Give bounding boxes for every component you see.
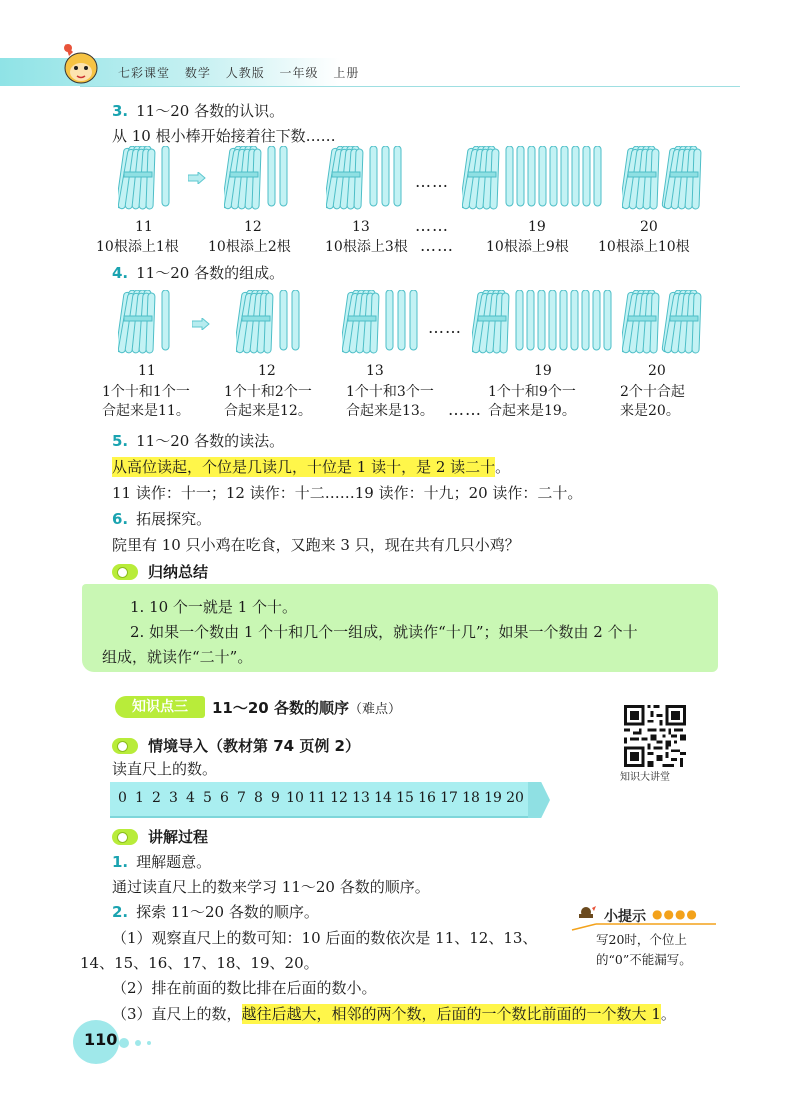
s3-caption-5: 10根添上10根 xyxy=(598,239,690,255)
qr-code-icon[interactable] xyxy=(624,705,686,767)
bundle-20 xyxy=(622,290,708,354)
p2-line xyxy=(112,902,319,922)
ruler-number: 1 xyxy=(135,790,144,806)
ruler-number: 8 xyxy=(254,790,263,806)
s3-caption-1: 10根添上1根 xyxy=(96,239,179,255)
s5-rule: 从高位读起，个位是几读几，十位是 1 读十，是 2 读二十 xyxy=(112,458,496,476)
s4-label-11: 11 xyxy=(138,363,156,379)
p3a-text: （1）观察直尺上的数可知：10 后面的数依次是 11、12、13、 xyxy=(112,929,538,947)
summary-tag-text: 归纳总结 xyxy=(148,563,209,581)
p1-num: 1. xyxy=(112,853,129,871)
kp3-title-line xyxy=(212,697,401,718)
s5-num: 5. xyxy=(112,432,129,450)
p3b-text: 14、15、16、17、18、19、20。 xyxy=(80,954,319,972)
ruler-number: 15 xyxy=(396,790,414,806)
bundle-19 xyxy=(462,146,602,210)
summary-line-1: 1. 10 个一就是 1 个十。 xyxy=(130,598,298,616)
s4-caption-5b: 来是20。 xyxy=(620,403,680,419)
ruler-number: 20 xyxy=(506,790,524,806)
s4-caption-1 xyxy=(102,383,190,421)
kp3-title: 11～20 各数的顺序 xyxy=(212,699,349,717)
grade: 一年级 xyxy=(279,66,319,80)
s4-caption-2 xyxy=(224,383,312,421)
ruler-number: 5 xyxy=(203,790,212,806)
header-text xyxy=(118,64,369,81)
bundle-12 xyxy=(236,290,306,354)
s6-question: 院里有 10 只小鸡在吃食，又跑来 3 只，现在共有几只小鸡？ xyxy=(112,536,520,554)
ruler-number: 18 xyxy=(462,790,480,806)
ruler-number: 6 xyxy=(220,790,229,806)
book-name: 七彩课堂 xyxy=(118,66,171,80)
p5-line xyxy=(112,1004,676,1024)
s4-caption-4b: 合起来是19。 xyxy=(488,403,576,419)
ruler-number: 0 xyxy=(118,790,127,806)
ruler-number: 14 xyxy=(374,790,392,806)
s4-label-12: 12 xyxy=(258,363,276,379)
bundle-12 xyxy=(224,146,294,210)
ruler-number: 4 xyxy=(186,790,195,806)
s4-label-20: 20 xyxy=(648,363,666,379)
kp3-tag: 知识点三 xyxy=(115,696,205,718)
tip-body: 写20时，个位上的“0”不能漏写。 xyxy=(596,932,692,967)
p5b-text: 越往后越大，相邻的两个数，后面的一个数比前面的一个数大 1 xyxy=(241,1005,661,1023)
s3-label-13: 13 xyxy=(352,219,370,235)
s6-heading xyxy=(112,509,211,529)
bundle-19 xyxy=(472,290,612,354)
s4-title: 11～20 各数的组成。 xyxy=(136,264,285,282)
ruler-end xyxy=(528,782,550,818)
s4-caption-3 xyxy=(346,383,434,421)
s4-label-19: 19 xyxy=(534,363,552,379)
p2-num: 2. xyxy=(112,903,129,921)
ruler-number: 12 xyxy=(330,790,348,806)
s4-caption-4a: 1个十和9个一 xyxy=(488,384,576,400)
s4-caption-3b: 合起来是13。 xyxy=(346,403,434,419)
intro-tag xyxy=(112,735,360,756)
mascot-icon xyxy=(55,40,107,88)
p1b-text: 通过读直尺上的数来学习 11～20 各数的顺序。 xyxy=(112,878,430,896)
p1-text: 理解题意。 xyxy=(136,853,212,871)
s5-title: 11～20 各数的读法。 xyxy=(136,432,285,450)
s3-intro: 从 10 根小棒开始接着往下数…… xyxy=(112,127,336,145)
bundle-13 xyxy=(326,146,406,210)
s5-rule-line xyxy=(112,457,510,477)
intro-text: 读直尺上的数。 xyxy=(112,760,218,778)
tag-bullet-icon xyxy=(112,564,138,580)
s3-title: 11～20 各数的认识。 xyxy=(136,102,285,120)
s4-caption-2b: 合起来是12。 xyxy=(224,403,312,419)
ruler-number: 13 xyxy=(352,790,370,806)
s4-caption-3a: 1个十和3个一 xyxy=(346,384,434,400)
s3-label-12: 12 xyxy=(244,219,262,235)
ellipsis: …… xyxy=(415,172,449,191)
p5c-text: 。 xyxy=(660,1005,676,1023)
ruler-number: 7 xyxy=(237,790,246,806)
s4-caption-5 xyxy=(620,383,685,421)
summary-line-2: 2. 如果一个数由 1 个十和几个一组成，就读作“十几”；如果一个数由 2 个十 xyxy=(130,623,638,641)
tag-bullet-icon xyxy=(112,738,138,754)
s6-title: 拓展探究。 xyxy=(136,510,212,528)
p1-line xyxy=(112,852,211,872)
s3-caption-3: 10根添上3根 xyxy=(325,239,408,255)
ruler-number: 10 xyxy=(286,790,304,806)
tip-head: 小提示 xyxy=(604,909,646,925)
p4-text: （2）排在前面的数比排在后面的数小。 xyxy=(112,979,377,997)
s4-caption-1a: 1个十和1个一 xyxy=(102,384,190,400)
subject: 数学 xyxy=(184,66,211,80)
s3-num: 3. xyxy=(112,102,129,120)
kp3-note: （难点） xyxy=(348,702,401,717)
header-divider xyxy=(80,86,740,87)
ellipsis: …… xyxy=(415,216,449,235)
ruler-number: 19 xyxy=(484,790,502,806)
s4-heading xyxy=(112,263,284,283)
p2-text: 探索 11～20 各数的顺序。 xyxy=(136,903,319,921)
s3-caption-4: 10根添上9根 xyxy=(486,239,569,255)
s6-num: 6. xyxy=(112,510,129,528)
page-number: 110 xyxy=(84,1030,118,1049)
s4-num: 4. xyxy=(112,264,129,282)
ellipsis: …… xyxy=(428,318,462,337)
s3-heading xyxy=(112,101,284,121)
bundle-20 xyxy=(622,146,708,210)
ruler-numbers xyxy=(114,790,526,806)
tag-bullet-icon xyxy=(112,829,138,845)
s3-caption-2: 10根添上2根 xyxy=(208,239,291,255)
page-dots-icon xyxy=(118,1036,158,1050)
s4-caption-2a: 1个十和2个一 xyxy=(224,384,312,400)
summary-tag xyxy=(112,561,208,582)
p5a-text: （3）直尺上的数， xyxy=(112,1005,242,1023)
s3-label-19: 19 xyxy=(528,219,546,235)
qr-caption: 知识大讲堂 xyxy=(620,772,670,783)
s4-caption-1b: 合起来是11。 xyxy=(102,403,190,419)
s5-rule-end: 。 xyxy=(495,458,511,476)
s4-caption-4 xyxy=(488,383,576,421)
s3-label-11: 11 xyxy=(135,219,153,235)
ellipsis: …… xyxy=(420,236,454,255)
ruler-number: 17 xyxy=(440,790,458,806)
summary-line-3: 组成，就读作“二十”。 xyxy=(102,648,253,666)
ruler-number: 3 xyxy=(169,790,178,806)
s3-label-20: 20 xyxy=(640,219,658,235)
s4-label-13: 13 xyxy=(366,363,384,379)
bundle-11 xyxy=(118,290,178,354)
s4-caption-5a: 2个十合起 xyxy=(620,384,685,400)
ruler-number: 2 xyxy=(152,790,161,806)
bundle-11 xyxy=(118,146,178,210)
ellipsis: …… xyxy=(448,400,482,419)
edition: 人教版 xyxy=(225,66,265,80)
ruler-number: 16 xyxy=(418,790,436,806)
arrow-right-icon xyxy=(188,172,206,184)
s5-heading xyxy=(112,431,284,451)
volume: 上册 xyxy=(333,66,360,80)
s5-examples: 11 读作：十一；12 读作：十二……19 读作：十九；20 读作：二十。 xyxy=(112,484,583,502)
ruler-number: 11 xyxy=(308,790,326,806)
ruler-number: 9 xyxy=(271,790,280,806)
process-tag xyxy=(112,826,208,847)
arrow-right-icon xyxy=(192,318,210,330)
process-tag-text: 讲解过程 xyxy=(148,828,209,846)
bundle-13 xyxy=(342,290,422,354)
intro-tag-text: 情境导入（教材第 74 页例 2） xyxy=(148,737,360,755)
tip-dots-icon: ●●●● xyxy=(652,907,698,921)
